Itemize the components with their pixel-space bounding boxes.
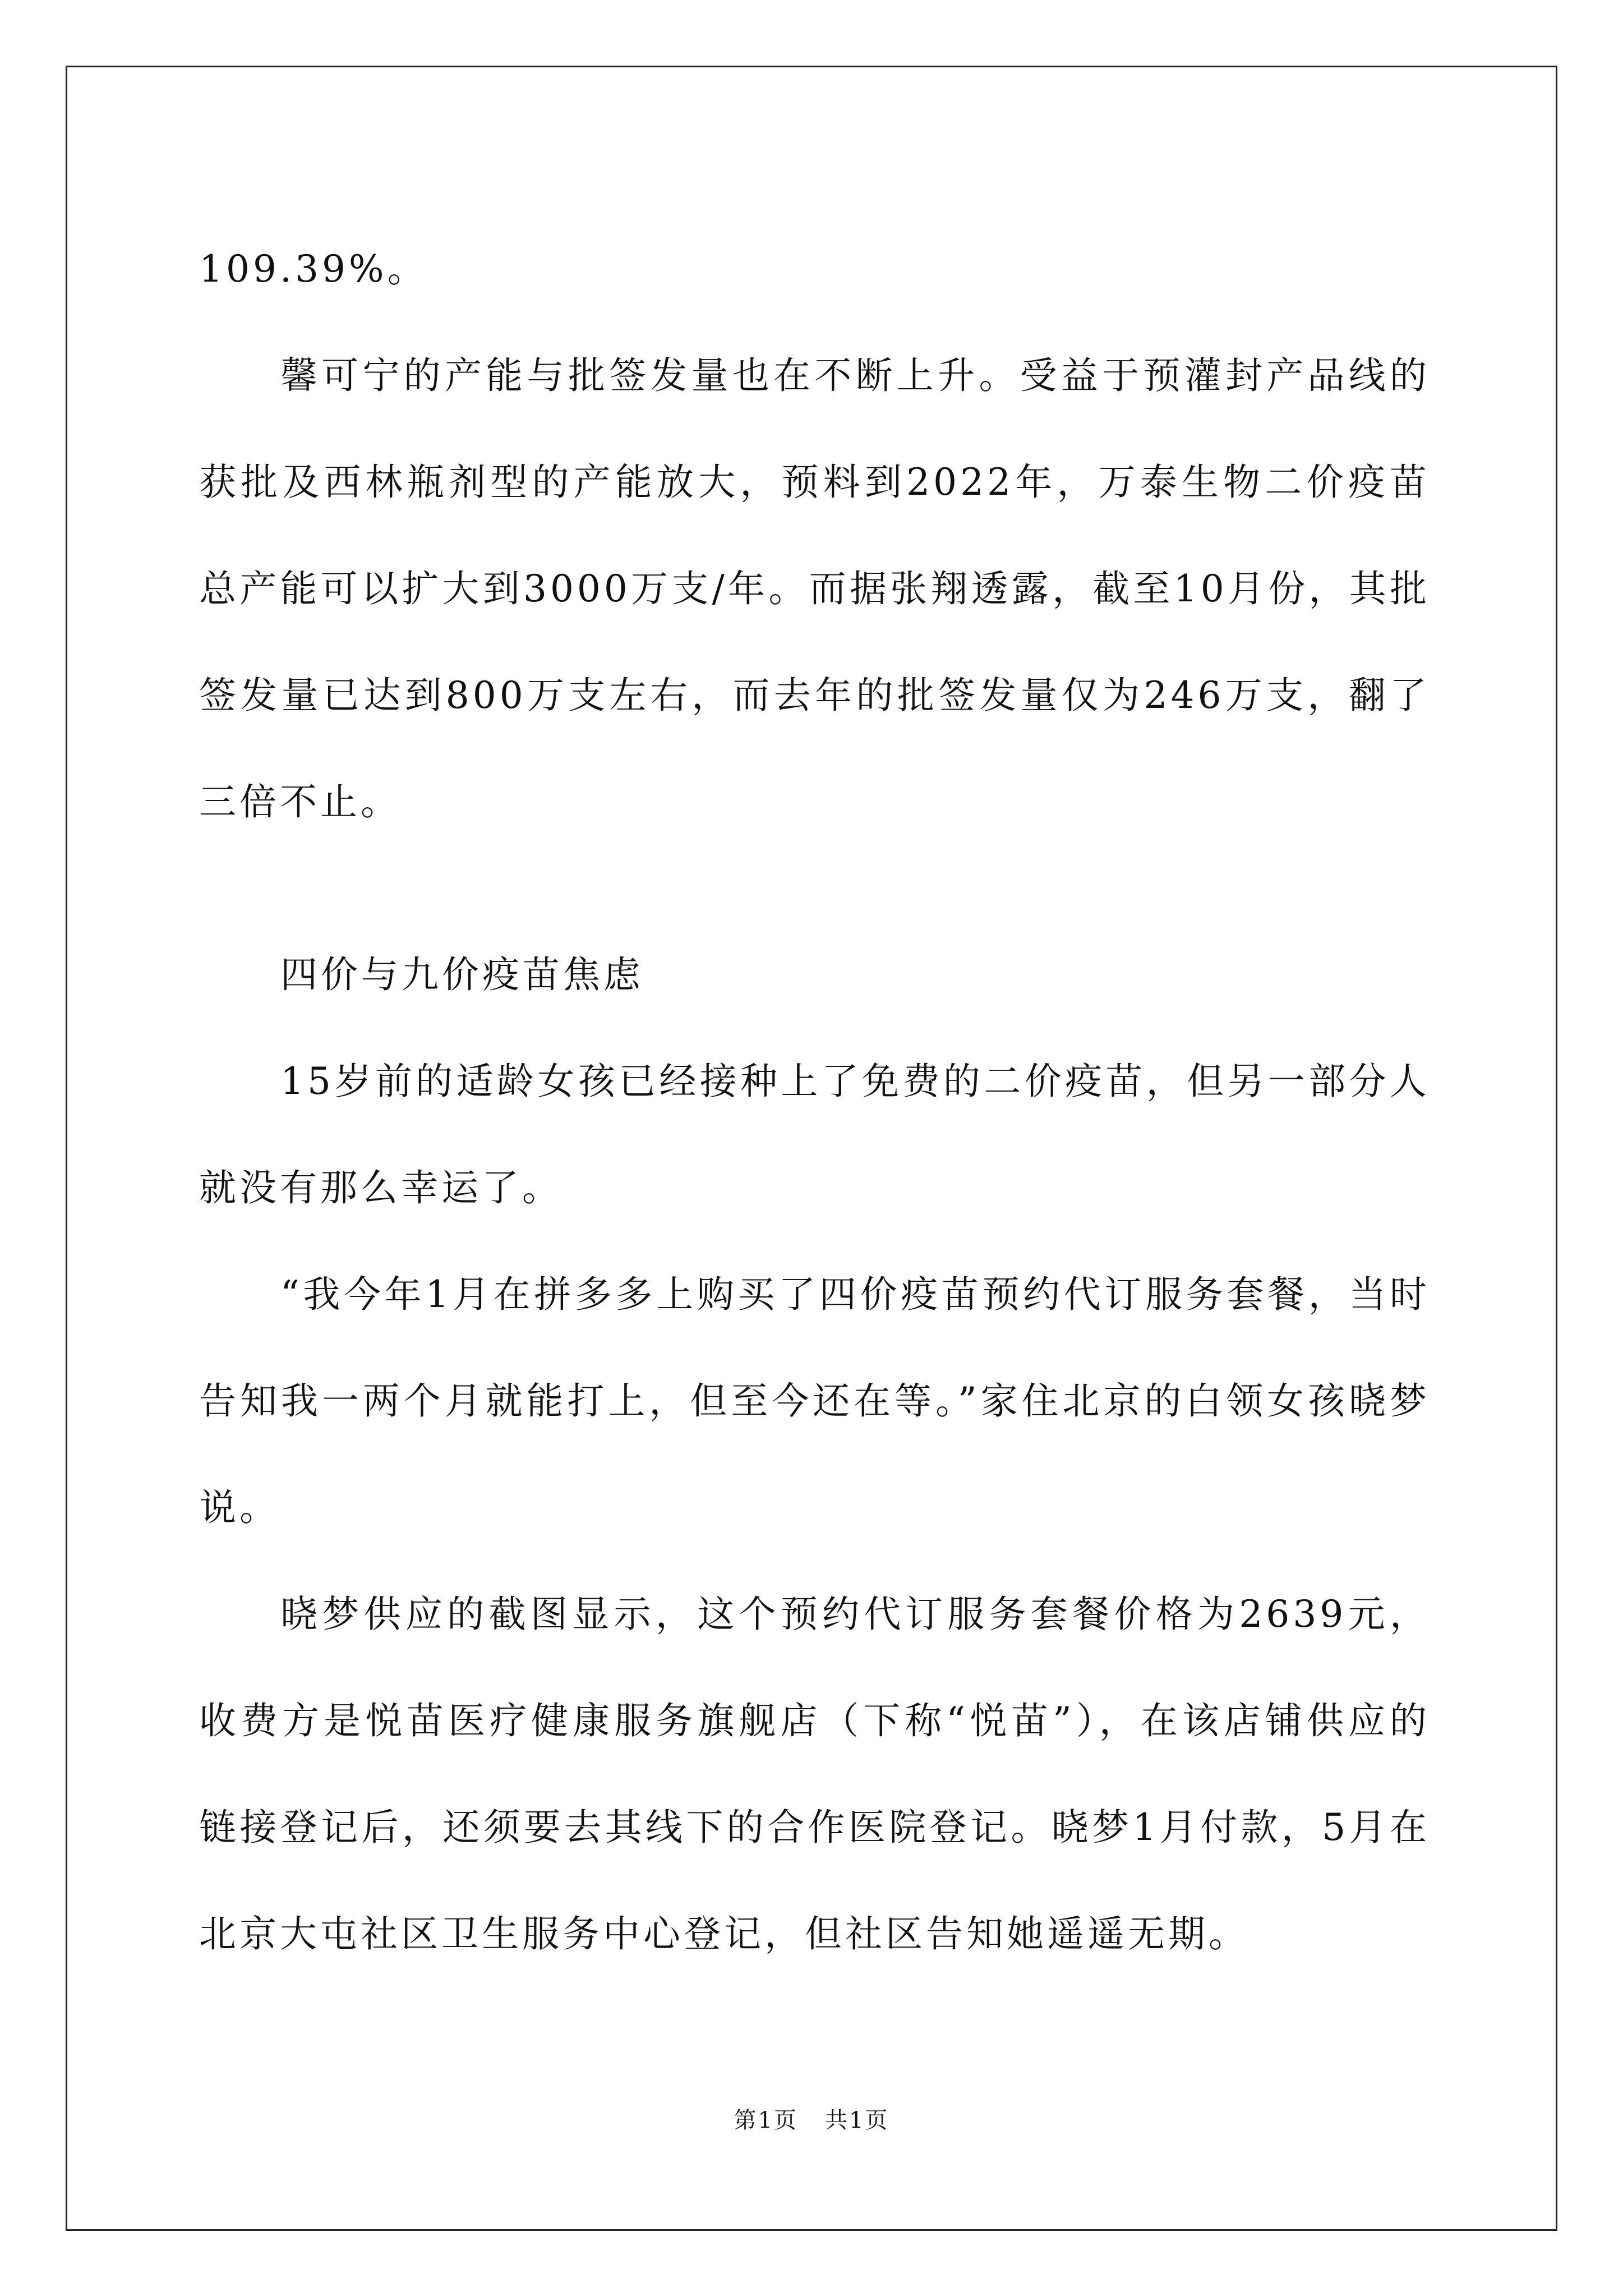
document-body [199, 216, 1430, 1987]
page-footer [0, 2102, 1623, 2134]
page-number-total: 共1页 [825, 2108, 889, 2133]
paragraph-screenshot: 晓梦供应的截图显示，这个预约代订服务套餐价格为2639元，收费方是悦苗医疗健康服务旗舰店（下称“悦苗”），在该店铺供应的链接登记后，还须要去其线下的合作医院登记。晓梦1月付款，5月在北京大屯社区卫生服务中心登记，但社区告知她遥遥无期。 [199, 1593, 1430, 1955]
paragraph-quote: “我今年1月在拼多多上购买了四价疫苗预约代订服务套餐，当时告知我一两个月就能打上，但至今还在等。”家住北京的白领女孩晓梦说。 [199, 1273, 1430, 1529]
paragraph-capacity: 馨可宁的产能与批签发量也在不断上升。受益于预灌封产品线的获批及西林瓶剂型的产能放大，预料到2022年，万泰生物二价疫苗总产能可以扩大到3000万支/年。而据张翔透露，截至10月份，其批签发量已达到800万支左右，而去年的批签发量仅为246万支，翻了三倍不止。 [199, 354, 1430, 823]
section-heading: 四价与九价疫苗焦虑 [280, 953, 644, 996]
paragraph-free-vaccine: 15岁前的适龄女孩已经接种上了免费的二价疫苗，但另一部分人就没有那么幸运了。 [199, 1060, 1430, 1209]
page-number-current: 第1页 [734, 2108, 798, 2133]
paragraph-percentage: 109.39%。 [199, 247, 428, 291]
